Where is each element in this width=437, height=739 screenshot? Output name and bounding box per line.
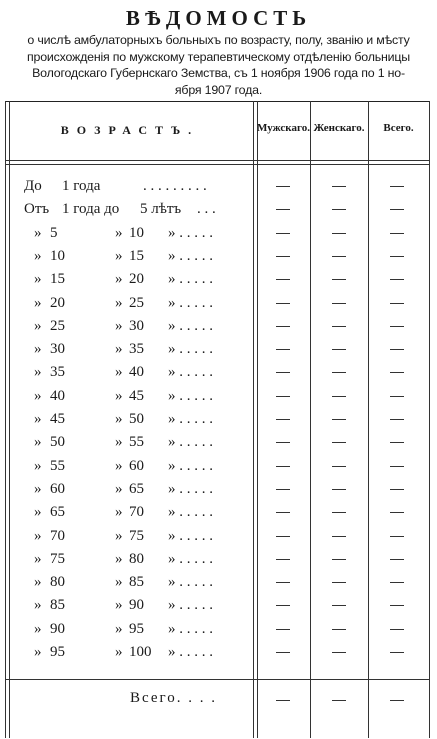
- total-value-dash: [390, 489, 404, 490]
- female-value-dash: [332, 419, 346, 420]
- age-cell-d: 40: [129, 364, 144, 381]
- male-value-dash: [276, 652, 290, 653]
- total-female-dash: [332, 700, 346, 701]
- table-row: [0, 573, 437, 596]
- age-cell-b: 85: [50, 597, 65, 614]
- total-value-dash: [390, 536, 404, 537]
- table-row: [0, 643, 437, 666]
- age-cell-b: 75: [50, 550, 65, 567]
- male-value-dash: [276, 303, 290, 304]
- age-cell-b: 15: [50, 271, 65, 288]
- age-cell-e: . . .: [197, 201, 216, 218]
- header-female: Женскаго.: [313, 122, 365, 134]
- female-value-dash: [332, 209, 346, 210]
- age-cell-d: 30: [129, 317, 144, 334]
- total-value-dash: [390, 629, 404, 630]
- female-value-dash: [332, 605, 346, 606]
- female-value-dash: [332, 303, 346, 304]
- age-cell-b: 1 года: [62, 178, 101, 194]
- age-cell-a: »: [34, 574, 42, 591]
- total-male-dash: [276, 700, 290, 701]
- header-total: Всего.: [383, 122, 414, 134]
- male-value-dash: [276, 466, 290, 467]
- subtitle-line: о числѣ амбулаторныхъ больныхъ по возрасту, полу, званію и мѣсту: [27, 33, 410, 47]
- age-cell-c: »: [115, 644, 123, 660]
- total-value-dash: [390, 466, 404, 467]
- age-cell-c: »: [115, 574, 123, 591]
- age-cell-e: » . . . . .: [168, 387, 213, 404]
- female-value-dash: [332, 652, 346, 653]
- female-value-dash: [332, 442, 346, 443]
- male-value-dash: [276, 396, 290, 397]
- female-value-dash: [332, 559, 346, 560]
- age-cell-a: »: [34, 480, 42, 497]
- document-subtitle: [4, 32, 433, 98]
- age-cell-b: 35: [50, 364, 65, 381]
- table-row: [0, 387, 437, 410]
- female-value-dash: [332, 186, 346, 187]
- age-cell-c: »: [115, 480, 123, 497]
- age-cell-b: 10: [50, 247, 65, 264]
- female-value-dash: [332, 233, 346, 234]
- male-value-dash: [276, 209, 290, 210]
- male-value-dash: [276, 256, 290, 257]
- female-value-dash: [332, 536, 346, 537]
- age-cell-b: 1 года до: [62, 201, 120, 218]
- age-cell-e: » . . . . .: [168, 224, 213, 241]
- table-row: [0, 457, 437, 480]
- age-cell-e: » . . . . .: [168, 271, 213, 288]
- male-value-dash: [276, 349, 290, 350]
- age-cell-b: 20: [50, 294, 65, 311]
- total-value-dash: [390, 209, 404, 210]
- female-value-dash: [332, 256, 346, 257]
- age-cell-b: 40: [50, 387, 65, 404]
- age-cell-b: 55: [50, 457, 65, 474]
- total-value-dash: [390, 303, 404, 304]
- male-value-dash: [276, 489, 290, 490]
- age-cell-d: 60: [129, 457, 144, 474]
- age-cell-d: 100: [129, 644, 152, 660]
- total-value-dash: [390, 279, 404, 280]
- header-divider: [5, 164, 430, 165]
- total-value-dash: [390, 582, 404, 583]
- female-value-dash: [332, 489, 346, 490]
- table-row: [0, 503, 437, 526]
- total-value-dash: [390, 605, 404, 606]
- table-row: [0, 480, 437, 503]
- table-row: [0, 294, 437, 317]
- age-cell-d: 70: [129, 504, 144, 521]
- age-cell-d: 45: [129, 387, 144, 404]
- age-cell-c: »: [115, 387, 123, 404]
- male-value-dash: [276, 582, 290, 583]
- age-cell-c: 5 лѣтъ: [140, 201, 182, 218]
- female-value-dash: [332, 279, 346, 280]
- age-cell-a: »: [34, 411, 42, 427]
- age-cell-e: » . . . . .: [168, 644, 213, 660]
- age-cell-a: »: [34, 387, 42, 404]
- age-cell-d: 50: [129, 411, 144, 427]
- age-cell-b: 70: [50, 527, 65, 544]
- age-cell-a: До: [24, 178, 42, 194]
- male-value-dash: [276, 559, 290, 560]
- age-cell-c: »: [115, 527, 123, 544]
- age-cell-a: Отъ: [24, 201, 50, 218]
- total-value-dash: [390, 396, 404, 397]
- age-cell-a: »: [34, 527, 42, 544]
- table-row: [0, 224, 437, 247]
- age-cell-a: »: [34, 457, 42, 474]
- age-cell-e: » . . . . .: [168, 550, 213, 567]
- age-cell-e: » . . . . .: [168, 247, 213, 264]
- total-value-dash: [390, 349, 404, 350]
- age-cell-c: »: [115, 457, 123, 474]
- table-row: [0, 527, 437, 550]
- age-cell-d: 25: [129, 294, 144, 311]
- age-cell-c: »: [115, 317, 123, 334]
- male-value-dash: [276, 419, 290, 420]
- female-value-dash: [332, 372, 346, 373]
- age-cell-e: » . . . . .: [168, 457, 213, 474]
- table-row: [0, 363, 437, 386]
- subtitle-line: Вологодскаго Губернскаго Земства, съ 1 ноября 1906 года по 1 но-: [32, 66, 405, 80]
- subtitle-line: происхожденія по мужскому терапевтическому отдѣленію больницы: [27, 49, 410, 64]
- male-value-dash: [276, 372, 290, 373]
- table-row: [0, 340, 437, 363]
- female-value-dash: [332, 629, 346, 630]
- total-total-dash: [390, 700, 404, 701]
- subtitle-line: ября 1907 года.: [174, 82, 263, 97]
- age-cell-c: »: [115, 434, 123, 451]
- total-label: Всего. . . .: [130, 690, 218, 706]
- total-value-dash: [390, 652, 404, 653]
- age-cell-b: 50: [50, 434, 65, 451]
- age-cell-e: » . . . . .: [168, 527, 213, 544]
- age-cell-e: » . . . . .: [168, 411, 213, 427]
- male-value-dash: [276, 326, 290, 327]
- age-cell-c: »: [115, 620, 123, 637]
- age-cell-c: »: [115, 550, 123, 567]
- header-age: ВОЗРАСТЪ.: [60, 123, 200, 137]
- age-cell-a: »: [34, 271, 42, 288]
- female-value-dash: [332, 349, 346, 350]
- age-cell-e: » . . . . .: [168, 480, 213, 497]
- total-value-dash: [390, 559, 404, 560]
- age-cell-a: »: [34, 341, 42, 358]
- age-cell-b: 90: [50, 620, 65, 637]
- age-cell-c: »: [115, 294, 123, 311]
- table-row: [0, 410, 437, 433]
- age-cell-e: » . . . . .: [168, 341, 213, 358]
- male-value-dash: [276, 536, 290, 537]
- age-cell-e: » . . . . .: [168, 317, 213, 334]
- total-value-dash: [390, 256, 404, 257]
- total-value-dash: [390, 419, 404, 420]
- age-cell-e: » . . . . .: [168, 620, 213, 637]
- table-row: [0, 200, 437, 223]
- female-value-dash: [332, 582, 346, 583]
- age-cell-c: »: [115, 224, 123, 241]
- age-cell-c: »: [115, 364, 123, 381]
- age-cell-c: »: [115, 341, 123, 358]
- age-cell-d: 35: [129, 341, 144, 358]
- male-value-dash: [276, 605, 290, 606]
- age-cell-e: » . . . . .: [168, 434, 213, 451]
- age-cell-c: »: [115, 411, 123, 427]
- table-row: [0, 550, 437, 573]
- age-cell-d: 80: [129, 550, 144, 567]
- age-cell-e: . . . . . . . . .: [143, 178, 207, 194]
- age-cell-a: »: [34, 294, 42, 311]
- table-row: [0, 270, 437, 293]
- table-row: [0, 620, 437, 643]
- age-cell-c: »: [115, 271, 123, 288]
- total-value-dash: [390, 512, 404, 513]
- age-cell-a: »: [34, 504, 42, 521]
- age-cell-e: » . . . . .: [168, 597, 213, 614]
- age-cell-c: »: [115, 597, 123, 614]
- document-title: ВѢДОМОСТЬ: [125, 6, 312, 30]
- female-value-dash: [332, 512, 346, 513]
- age-cell-d: 75: [129, 527, 144, 544]
- age-cell-b: 25: [50, 317, 65, 334]
- age-cell-d: 90: [129, 597, 144, 614]
- age-cell-d: 65: [129, 480, 144, 497]
- male-value-dash: [276, 186, 290, 187]
- age-cell-e: » . . . . .: [168, 364, 213, 381]
- age-cell-a: »: [34, 620, 42, 637]
- age-cell-d: 10: [129, 224, 144, 241]
- table-row: [0, 433, 437, 456]
- male-value-dash: [276, 512, 290, 513]
- age-cell-e: » . . . . .: [168, 504, 213, 521]
- male-value-dash: [276, 442, 290, 443]
- age-cell-b: 95: [50, 644, 65, 660]
- male-value-dash: [276, 279, 290, 280]
- age-cell-e: » . . . . .: [168, 574, 213, 591]
- age-cell-a: »: [34, 550, 42, 567]
- age-cell-d: 85: [129, 574, 144, 591]
- total-value-dash: [390, 233, 404, 234]
- table-row: [0, 177, 437, 200]
- age-cell-e: » . . . . .: [168, 294, 213, 311]
- female-value-dash: [332, 326, 346, 327]
- age-cell-d: 55: [129, 434, 144, 451]
- total-value-dash: [390, 442, 404, 443]
- header-divider: [5, 160, 430, 161]
- age-cell-b: 60: [50, 480, 65, 497]
- male-value-dash: [276, 233, 290, 234]
- age-cell-a: »: [34, 247, 42, 264]
- age-cell-d: 95: [129, 620, 144, 637]
- age-cell-b: 30: [50, 341, 65, 358]
- header-male: Мужскаго.: [257, 122, 310, 134]
- total-value-dash: [390, 372, 404, 373]
- age-cell-b: 45: [50, 411, 65, 427]
- age-cell-d: 15: [129, 247, 144, 264]
- table-row: [0, 317, 437, 340]
- age-cell-c: »: [115, 504, 123, 521]
- male-value-dash: [276, 629, 290, 630]
- total-divider: [5, 679, 430, 680]
- age-cell-c: »: [115, 247, 123, 264]
- age-cell-a: »: [34, 434, 42, 451]
- age-cell-b: 5: [50, 224, 58, 241]
- age-cell-a: »: [34, 224, 42, 241]
- age-cell-a: »: [34, 364, 42, 381]
- table-row: [0, 247, 437, 270]
- total-value-dash: [390, 186, 404, 187]
- age-cell-a: »: [34, 317, 42, 334]
- age-cell-b: 80: [50, 574, 65, 591]
- age-cell-d: 20: [129, 271, 144, 288]
- age-cell-b: 65: [50, 504, 65, 521]
- age-cell-a: »: [34, 597, 42, 614]
- female-value-dash: [332, 466, 346, 467]
- total-value-dash: [390, 326, 404, 327]
- female-value-dash: [332, 396, 346, 397]
- age-cell-a: »: [34, 644, 42, 660]
- table-row: [0, 596, 437, 619]
